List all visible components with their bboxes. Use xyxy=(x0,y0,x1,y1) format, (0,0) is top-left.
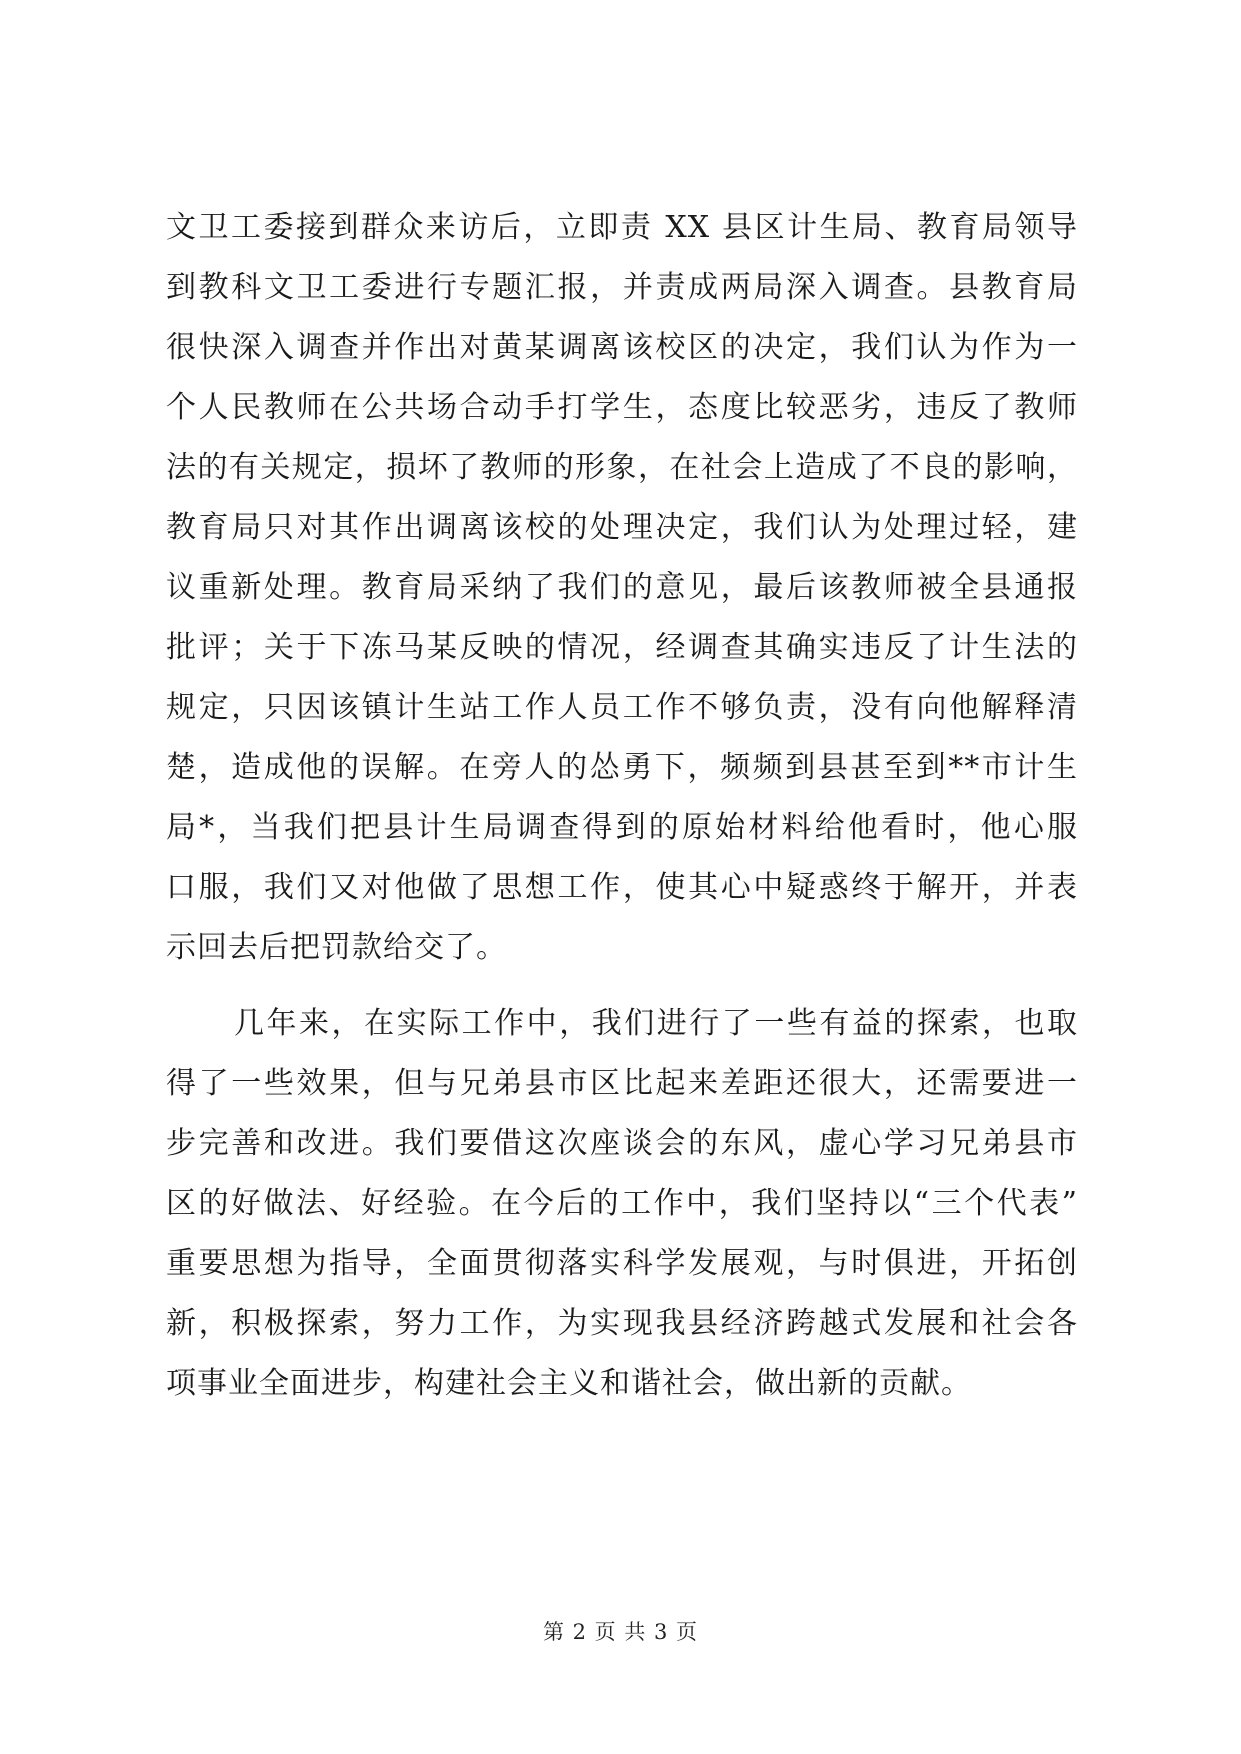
paragraph-2-line-4: 区的好做法、好经验。在今后的工作中，我们坚持以“三个代表” xyxy=(166,1186,1078,1221)
paragraph-1-line-5: 法的有关规定，损坏了教师的形象，在社会上造成了不良的影响， xyxy=(166,450,1078,485)
paragraph-1-line-13: 示回去后把罚款给交了。 xyxy=(166,930,507,965)
paragraph-2-line-3: 步完善和改进。我们要借这次座谈会的东风，虚心学习兄弟县市 xyxy=(166,1126,1078,1161)
paragraph-1-line-6: 教育局只对其作出调离该校的处理决定，我们认为处理过轻，建 xyxy=(166,510,1078,545)
paragraph-2-line-7: 项事业全面进步，构建社会主义和谐社会，做出新的贡献。 xyxy=(166,1366,972,1401)
paragraph-1-line-10: 楚，造成他的误解。在旁人的怂勇下，频频到县甚至到**市计生 xyxy=(166,750,1078,785)
paragraph-1-line-1: 文卫工委接到群众来访后，立即责 XX 县区计生局、教育局领导 xyxy=(166,210,1078,245)
paragraph-2-line-5: 重要思想为指导，全面贯彻落实科学发展观，与时俱进，开拓创 xyxy=(166,1246,1078,1281)
paragraph-2-line-6: 新，积极探索，努力工作，为实现我县经济跨越式发展和社会各 xyxy=(166,1306,1078,1341)
paragraph-1-line-11: 局*，当我们把县计生局调查得到的原始材料给他看时，他心服 xyxy=(166,810,1078,845)
paragraph-2-line-2: 得了一些效果，但与兄弟县市区比起来差距还很大，还需要进一 xyxy=(166,1066,1078,1101)
paragraph-2-line-1: 几年来，在实际工作中，我们进行了一些有益的探索，也取 xyxy=(234,1006,1078,1041)
paragraph-1-line-2: 到教科文卫工委进行专题汇报，并责成两局深入调查。县教育局 xyxy=(166,270,1078,305)
paragraph-1-line-7: 议重新处理。教育局采纳了我们的意见，最后该教师被全县通报 xyxy=(166,570,1078,605)
page-number-footer: 第 2 页 共 3 页 xyxy=(542,1620,699,1644)
paragraph-1-line-12: 口服，我们又对他做了思想工作，使其心中疑惑终于解开，并表 xyxy=(166,870,1078,905)
paragraph-1-line-3: 很快深入调查并作出对黄某调离该校区的决定，我们认为作为一 xyxy=(166,330,1078,365)
paragraph-1-line-4: 个人民教师在公共场合动手打学生，态度比较恶劣，违反了教师 xyxy=(166,390,1078,425)
paragraph-1-line-8: 批评；关于下冻马某反映的情况，经调查其确实违反了计生法的 xyxy=(166,630,1078,665)
paragraph-1-line-9: 规定，只因该镇计生站工作人员工作不够负责，没有向他解释清 xyxy=(166,690,1078,725)
